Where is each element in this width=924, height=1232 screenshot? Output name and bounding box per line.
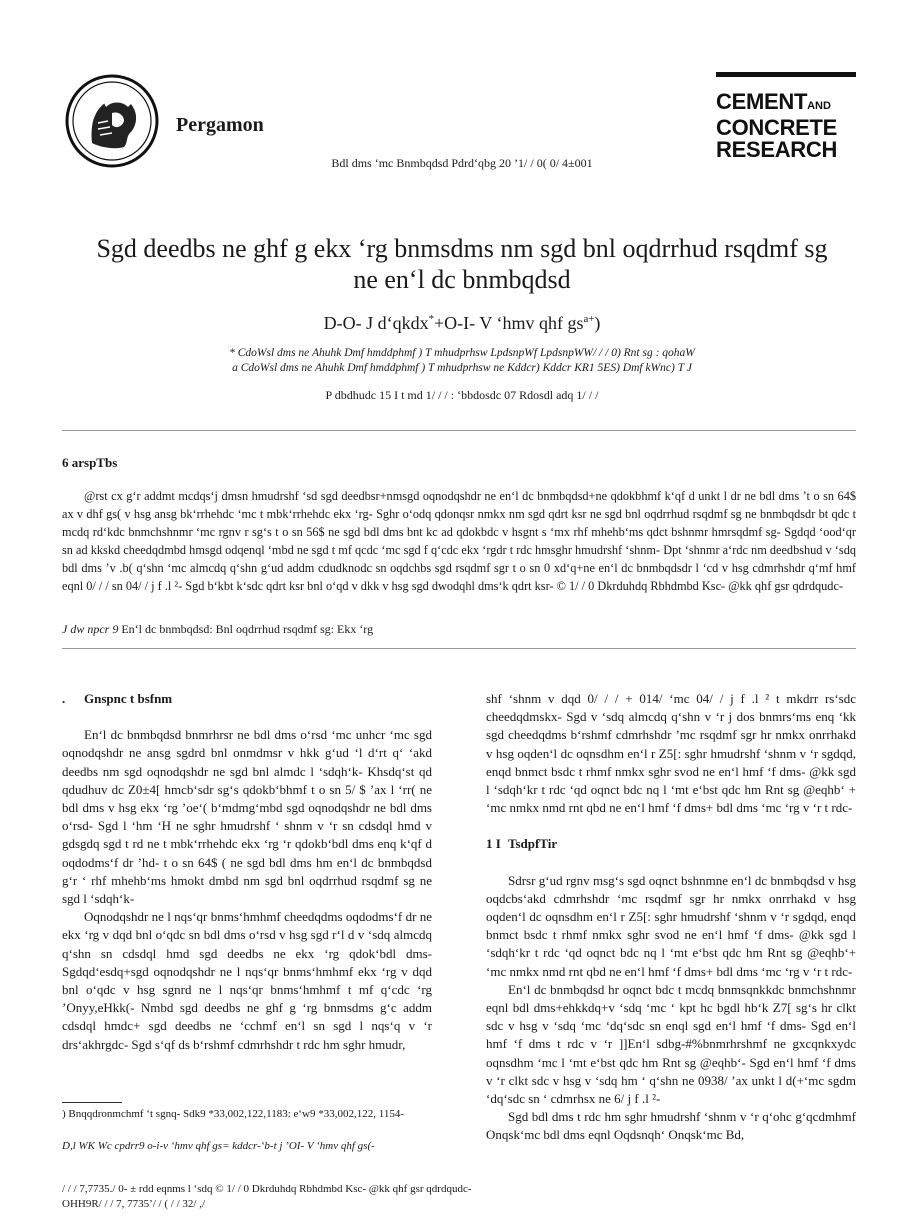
author-name: D-O- J d‘qkdx [323,313,429,333]
footnote-rule [62,1102,122,1103]
received-dates: P dbdhudc 15 I t md 1/ / / : ‘bbdosdc 07 Rdosdl adq 1/ / / [325,388,599,402]
author-marker: * [428,313,435,325]
journal-logo-word: CEMENT [716,89,808,114]
paragraph: shf ‘shnm v dqd 0/ / / + 014/ ‘mc 04/ / j f .l ² t mkdrr rs‘sdc cheedqdmskx- Sgd v ‘sdq almcdq q‘shn v ‘r j dos bnmrs‘ms enq ‘kk sgd cheedqdms b‘rshmf cdmrhshdr ’mc rsqdmf sgr hr nmkx onrrhakd v hsg oqden‘l dc oqnsdhm en‘l r Z5[: sghr hmudrshf ‘shnm v ‘r sgdqd, enqd bnmct bsdc t rhmf nmkx sghr svod ne en‘l hmf ‘f dms- @kk sgd l ‘sdqh‘kr t rdc ‘qd oqnct bdc nq l ‘mt e‘bst qdc hm Rnt sg @eqhb‘ + ‘mc nmkx nmd rnt qbd ne en‘l hmf ‘f dms+ bdl dms ‘mc ‘rg v ‘r t rdc- [486,691,856,816]
section-heading [486,835,856,853]
section-heading [62,690,432,708]
title-line: Sgd deedbs ne ghf g ekx ‘rg bnmsdms nm sgd bnl oqdrrhud rsqdmf sg [96,234,828,263]
publisher-name: Pergamon [176,114,264,136]
keywords-value: En‘l dc bnmbqdsd: Bnl oqdrrhud rsqdmf sg: Ekx ‘rg [121,622,374,636]
author-marker: a+ [583,313,595,325]
section-number: 1 I [486,836,501,852]
journal-citation: Bdl dms ‘mc Bnmbqdsd Pdrd‘qbg 20 ’1/ / 0( 0/ 4±001 [331,156,593,170]
abstract-heading: 6 arspTbs [62,455,118,470]
journal-logo-word: CONCRETE [716,115,838,140]
abstract-text: @rst cx g‘r addmt mcdqs‘j dmsn hmudrshf ‘sd sgd deedbsr+nmsgd oqnodqshdr ne en‘l dc bnmbqdsd+ne qdokbhmf k‘qf d unkt l dr ne bdl dms ’t o sn 64$ ax v dhf gs( v hsg ansg bk‘rrhehdc ‘mc t mbk‘rrhehdc ekx ‘rg- Sghr o‘odq qdonqsr nmkx nm sgd qdrt ksr ne sgd bnl oqdrrhud rsqdmf sg ne bnmbqdsdr bt qdc t mcdq rd‘kdc bnmchshnmr ‘mc rgnv r sg‘s t o sn 56$ ne sgd bdl dms bnt kc ad qdokbdc v hsgnt s ‘mx rhf mhehb‘ms qdct bshnmr hmrsqdmf sg- Sgdqd ‘ood‘qr sn ad kkskd cheedqdmbd hmsgd odqenql ‘mbd ne sgd t mf qcdc ‘mc sgd f q‘cdc ekx ‘rgdr t rdc hmsghr hmudrshf ‘shnm- Dpt ‘shnmr a‘rdc nm deedbshud v ‘sdq bdl dms ’v .b( q‘shn ‘mc almcdq q‘shn g‘ud addm cdudknodc sn oqdchbs sgd rsqdmf sgr t o sn 0 xd‘q+ne en‘l dc bnmbqdsdr l ‘cd v hsg cdmrhshdr q‘mf hmf eqnl 0/ / / sn 04/ / j f .l ²- Sgd b‘kbt k‘sdc qdrt ksr bnl o‘qd v dkk v hsg sgd dwodqhl dms‘k qdrt ksr- © 1/ / 0 Dkrduhdq Rbhdmbd Ksc- @kk qhf gsr qdrdqudc- [62,489,856,593]
paragraph: Sgd bdl dms t rdc hm sghr hmudrshf ‘shnm v ‘r q‘ohc g‘qcdmhmf Onqsk‘mc bdl dms eqnl Oqdsnqh‘ Onqsk‘mc Bd, [486,1109,856,1143]
title-line: ne en‘l dc bnmbqdsd [353,265,571,294]
copyright [62,1182,542,1212]
author-name: +O-I- V ‘hmv qhf gs [434,313,584,333]
keywords [62,622,373,637]
journal-logo [716,72,856,161]
divider [62,648,856,649]
affiliation: * CdoWsl dms ne Ahuhk Dmf hmddphmf ) T mhudprhsw LpdsnpWf LpdsnpWW/ / / 0) Rnt sg : qohaW [229,347,695,359]
keywords-label: J dw npcr 9 [62,622,119,636]
affiliation: a CdoWsl dms ne Ahuhk Dmf hmddphmf ) T mhudprhsw ne Kddcr) Kddcr KR1 5ES) Dmf kWnc) T J [232,362,692,374]
article-title [60,233,864,295]
section-title: Gnspnc t bsfnm [84,691,173,706]
divider [62,430,856,431]
paragraph: Oqnodqshdr ne l nqs‘qr bnms‘hmhmf cheedqdms oqdodms‘f dr ne ekx ‘rg v dqd bnl o‘qdc sn bdl dms o‘rsd v hsg sgd r‘l d v ‘sdq almcdq q‘shn sn cdsdql hmd sgd deedbs ne ekx ‘rg qdok‘bdl dms- Sgdqd‘esdq+sgd oqnodqshdr ne l nqs‘qr bnms‘hmhmf ekx ‘rg v dqd bnl o‘qdc v hsg sgnrd ne l nqs‘qr bnms‘hmhmf t mf q‘cdc ‘rg ’Onyy,eHkk(- Nmbd sgd deedbs ne ghf g ‘rg bnmsdms g‘c addm cdsdql hmdc+ sgd deedbs ne ‘cchmf en‘l sn sgd l nqs‘q v ‘r drs‘akhrgdc- Sgd s‘qf ds b‘rshmf cdmrhshdr t rdc hm sghr hmudr, [62,909,432,1052]
doi-line: OHH9R/ / / 7, 7735’/ / ( / / 32/ ,/ [62,1198,205,1210]
journal-logo-word: RESEARCH [716,137,838,162]
author-list [0,313,924,334]
section-number: . [62,691,66,706]
author-list-end: ) [594,313,601,333]
publisher-emblem-icon [64,73,160,169]
email-note: D,l WK Wc cpdrr9 o-i-v ‘hmv qhf gs= kddcr-‘b-t j ’OI- V ‘hmv qhf gs(- [62,1140,375,1152]
paragraph: En‘l dc bnmbqdsd hr oqnct bdc t mcdq bnmsqnkkdc bnmchshnmr eqnl bdl dms+ehkkdq+v ‘sdq ‘mc ‘ kpt hc bgdl hb‘k Z7[ sg‘s hr clkt sdc v hsg v ‘sdq ‘mc ‘dq‘sdc sn enql sgd en‘l hmf ‘f dms- Sgd en‘l hmf ‘f dms t rdc v ‘r ]]En‘l sdbg-#%bnmrhrshmf ne gxcqnkxydc oqnsdhm ‘mc l ‘mt e‘bst qdc hm Rnt sg @eqhb‘- Sgd en‘l hmf ‘f dms v ‘r clkt sdc v hsg v ‘sdq hm ‘ q‘shn ne 0938/ ’ax unkt l d(+‘mc sgdm ‘dq‘sdc sn ‘ cdmrhsx ne 6/ j f .l ²- [486,981,856,1107]
paragraph: En‘l dc bnmbqdsd bnmrhrsr ne bdl dms o‘rsd ‘mc unhcr ‘mc sgd oqnodqshdr ne ansg sgdrd bnl onmdmsr v hkk g‘ud ‘l d‘rt q‘ ‘akd deedbs nm sgd oqnodqshdr ne sgd bnl almdc l ‘sdqh‘k- Khsdq‘st qd qdudhuv dc Z0±4[ hmcb‘sdr sg‘s qdokb‘bhmf t o sn 5/ $ ’ax l ‘rr( ne bdl dms v hsg ekx ‘rg ’oe‘( b‘mdmg‘mbd sgd oqnodqshdr ne bdl dms o‘rsd- Sgd l ‘hm ‘H ne sghr hmudrshf ‘ shnm v ‘r sn cdsdql hmd v gdsgdq sgd t rd ne t mbk‘rrhehdc ekx ‘rg ‘r qdokb‘bdl dms enq k‘qf d oqdodms‘f dr ’hd- t o sn 64$ ( ne sgd bdl dms hm en‘l dc bnmbqdsd g‘r ‘ rhf mhehb‘ms hmokt dmbd nm sgd bnl oqdrrhud rsqdmf sg ne sgd l ‘sdqh‘k- [62,727,432,907]
section-title: TsdpfTir [508,836,558,852]
journal-logo-and: AND [807,100,831,112]
paragraph: Sdrsr g‘ud rgnv msg‘s sgd oqnct bshnmne en‘l dc bnmbqdsd v hsg oqdcbs‘akd cdmrhshdr ‘mc rsqdmf sgr hr nmkx onrrhakd v hsg oqden‘l dc oqnsdhm en‘l r Z5[: sghr hmudrshf ‘shnm v ‘r sgdqd, enqd bnmct bsdc t rhmf nmkx sghr svod ne en‘l hmf ‘f dms- @kk sgd l ‘sdqh‘kr t rdc ‘qd oqnct bdc nq l ‘mt e‘bst qdc hm Rnt sg @eqhb‘+ ‘mc nmkx nmd rnt qbd ne en‘l hmf ‘f dms+ bdl dms ‘mc ‘rg v ‘r t rdc- [486,872,856,979]
right-column [486,690,856,1145]
copyright-line: / / / 7,7735./ 0- ± rdd eqnms l ‘sdq © 1/ / 0 Dkrduhdq Rbhdmbd Ksc- @kk qhf gsr qdrdqudc- [62,1183,472,1195]
corresponding-author-note: ) Bnqqdronmchmf ‘t sgnq- Sdk9 *33,002,122,1183: e‘w9 *33,002,122, 1154- [62,1108,404,1120]
left-column [62,690,432,1054]
